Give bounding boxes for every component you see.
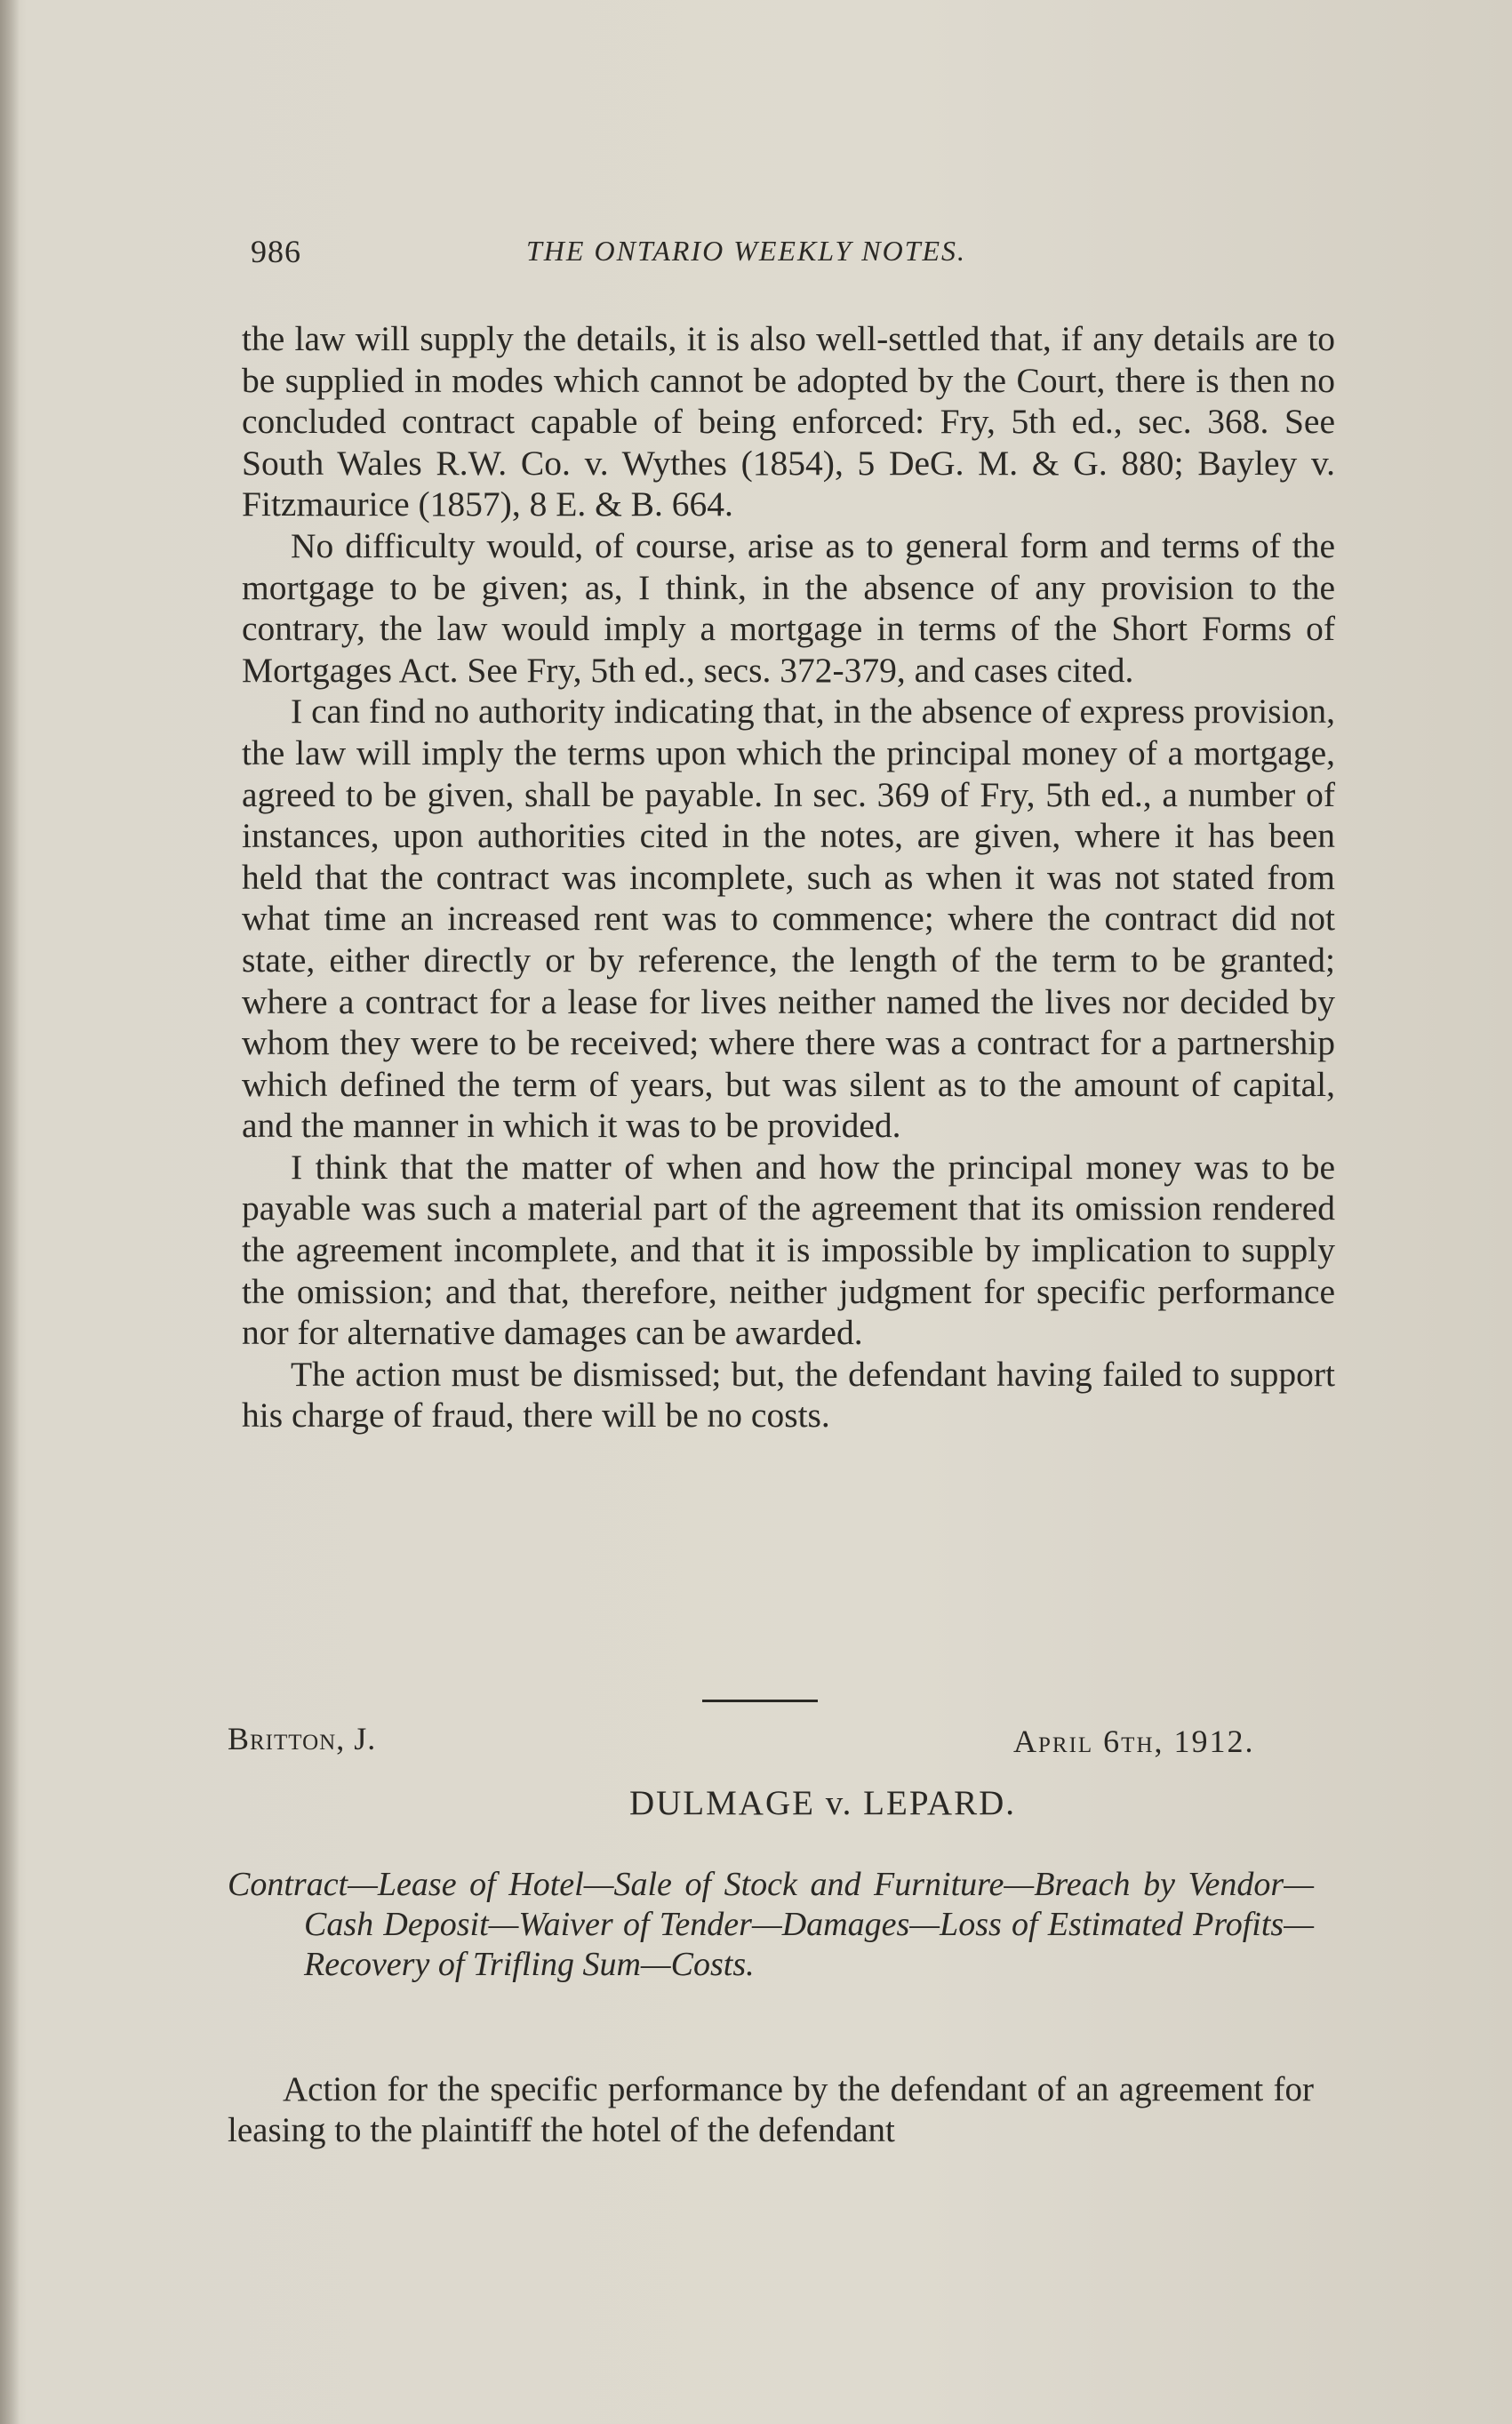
action-paragraph: Action for the specific performance by the defendant of an agreement for leasing to the plaintiff the hotel of the defendant — [228, 2070, 1314, 2149]
paragraph-continued: the law will supply the details, it is also well-settled that, if any details are to be supplied in modes which cannot be adopted by the Court, there is then no concluded contract capable of being enforced: Fry, 5th ed., sec. 368. See South Wales R.W. Co. v. Wythes (1854), 5 DeG. M. & G. 880; Bayley v. Fitzmaurice (1857), 8 E. & B. 664. — [242, 319, 1335, 524]
body-text — [242, 318, 1335, 1436]
running-head: THE ONTARIO WEEKLY NOTES. — [526, 235, 967, 267]
action-summary — [228, 2069, 1314, 2151]
binding-shadow — [0, 0, 20, 2424]
paragraph: I think that the matter of when and how the principal money was to be payable was such a material part of the agreement that its omission rendered the agreement incomplete, and that it is impossible by implication to supply the omission; and that, therefore, neither judgment for specific performance nor for alternative damages can be awarded. — [242, 1147, 1335, 1353]
page-number: 986 — [251, 234, 301, 269]
judgment-date: April 6th, 1912. — [1013, 1724, 1255, 1759]
section-divider — [702, 1700, 818, 1702]
page-header — [251, 233, 1317, 277]
paragraph: The action must be dismissed; but, the defendant having failed to support his charge of fraud, there will be no costs. — [242, 1354, 1335, 1436]
judge-name: Britton, J. — [228, 1721, 377, 1756]
paragraph: No difficulty would, of course, arise as to general form and terms of the mortgage to be given; as, I think, in the absence of any provision to the contrary, the law would imply a mortgage in terms of the Short Forms of Mortgages Act. See Fry, 5th ed., secs. 372-379, and cases cited. — [242, 525, 1335, 690]
case-title: DULMAGE v. LEPARD. — [628, 1784, 1017, 1822]
paragraph: I can find no authority indicating that, in the absence of express provision, the law will imply the terms upon which the principal money of a mortgage, agreed to be given, shall be payable. In sec. 369 of Fry, 5th ed., a number of instances, upon authorities cited in the notes, are given, where it has been held that the contract was incomplete, such as when it was not stated from what time an increased rent was to commence; where the contract did not state, either directly or by reference, the length of the term to be granted; where a contract for a lease for lives neither named the lives nor decided by whom they were to be received; where there was a contract for a partnership which defined the term of years, but was silent as to the amount of capital, and the manner in which it was to be provided. — [242, 692, 1335, 1146]
headnote: Contract—Lease of Hotel—Sale of Stock and Furniture—Breach by Vendor—Cash Deposit—Waiver of Tender—Damages—Loss of Estimated Profits—Recovery of Trifling Sum—Costs. — [228, 1866, 1314, 1983]
